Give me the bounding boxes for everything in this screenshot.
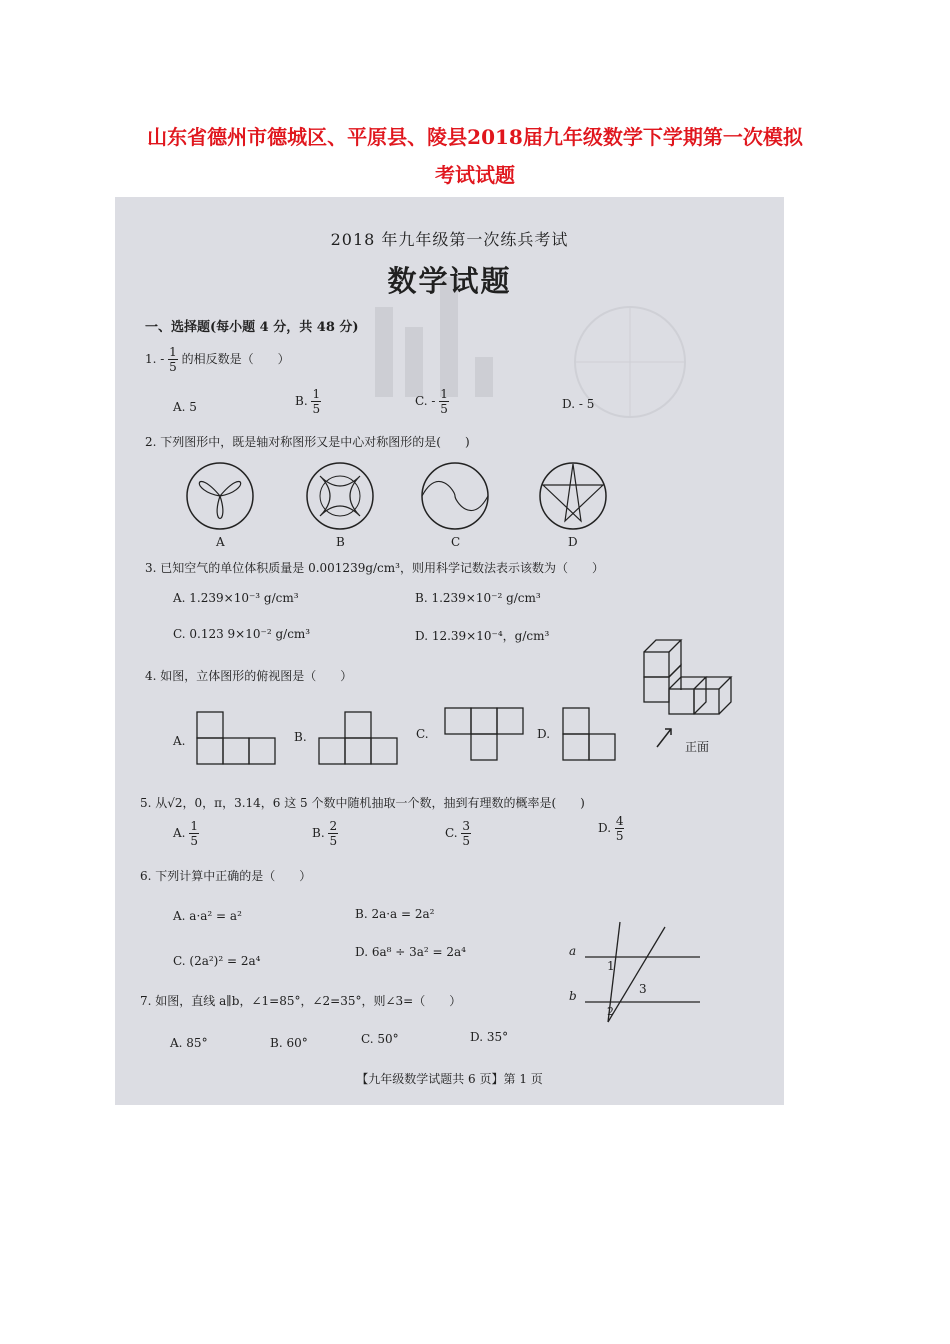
section-heading: 一、选择题(每小题 4 分，共 48 分) — [145, 320, 359, 335]
denominator: 5 — [440, 402, 448, 416]
question-number: 1. — [145, 352, 157, 366]
option-a — [173, 819, 199, 848]
option-d: D. 12.39×10⁻⁴，g/cm³ — [415, 629, 550, 643]
view-option-c — [443, 706, 525, 762]
numerator: 3 — [462, 819, 471, 833]
option-d: D. 6a⁸ ÷ 3a² = 2a⁴ — [355, 945, 466, 959]
symbol-b-icon — [305, 461, 375, 531]
symbol-d-icon — [538, 461, 608, 531]
numerator: 2 — [329, 819, 338, 833]
minus-sign: - — [160, 352, 165, 366]
figure-label-b: B — [336, 535, 345, 549]
angle-3-label: 3 — [639, 982, 647, 996]
option-a: A. 5 — [173, 400, 197, 414]
document-title-line1: 山东省德州市德城区、平原县、陵县2018届九年级数学下学期第一次模拟 — [147, 125, 803, 149]
page-footer: 【九年级数学试题共 6 页】第 1 页 — [356, 1072, 543, 1086]
option-b — [295, 387, 321, 416]
option-c — [415, 387, 449, 416]
line-b-label: b — [569, 989, 577, 1003]
option-label: A. — [173, 826, 186, 840]
figure-label-c: C — [451, 535, 461, 549]
option-a: A. 1.239×10⁻³ g/cm³ — [173, 591, 299, 605]
option-b: B. 60° — [270, 1036, 308, 1050]
symbol-a-icon — [185, 461, 255, 531]
option-label: C. - — [415, 394, 436, 408]
symbol-c-icon — [420, 461, 490, 531]
option-a: A. a·a² = a² — [173, 909, 242, 923]
fraction — [439, 387, 449, 416]
view-option-a — [195, 710, 277, 766]
option-d — [598, 814, 624, 843]
question-3: 3. 已知空气的单位体积质量是 0.001239g/cm³，则用科学记数法表示该数为（ ） — [145, 561, 604, 575]
exam-header: 2018 年九年级第一次练兵考试 — [330, 230, 569, 249]
numerator: 4 — [615, 814, 624, 828]
angle-1-label: 1 — [607, 959, 615, 973]
parallel-lines-figure — [570, 922, 710, 1022]
question-1 — [145, 345, 290, 374]
denominator: 5 — [169, 360, 177, 374]
option-d: D. — [537, 727, 551, 741]
figure-label-d: D — [568, 535, 578, 549]
view-option-d — [561, 706, 617, 762]
question-2: 2. 下列图形中，既是轴对称图形又是中心对称图形的是( ) — [145, 435, 470, 449]
option-label: B. — [312, 826, 325, 840]
denominator: 5 — [329, 834, 338, 848]
figure-label-a: A — [216, 535, 225, 549]
line-a-label: a — [569, 944, 577, 958]
front-label: 正面 — [685, 740, 710, 754]
denominator: 5 — [615, 829, 624, 843]
front-arrow-icon — [655, 725, 685, 755]
option-b: B. 2a·a = 2a² — [355, 907, 435, 921]
fraction — [189, 819, 199, 848]
option-d: D. - 5 — [562, 397, 595, 411]
option-c: C. (2a²)² = 2a⁴ — [173, 954, 261, 968]
option-c: C. — [416, 727, 429, 741]
question-7: 7. 如图，直线 a∥b，∠1=85°，∠2=35°，则∠3=（ ） — [140, 994, 462, 1008]
document-title — [60, 118, 890, 194]
denominator: 5 — [312, 402, 321, 416]
option-label: C. — [445, 826, 458, 840]
denominator: 5 — [462, 834, 471, 848]
question-6: 6. 下列计算中正确的是（ ） — [140, 869, 312, 883]
option-b: B. 1.239×10⁻² g/cm³ — [415, 591, 541, 605]
option-c — [445, 819, 471, 848]
numerator: 1 — [169, 345, 177, 359]
denominator: 5 — [190, 834, 198, 848]
question-text: 的相反数是（ ） — [181, 352, 290, 366]
scanned-exam-page — [115, 197, 784, 1105]
angle-2-label: 2 — [607, 1005, 614, 1018]
numerator: 1 — [440, 387, 448, 401]
fraction — [328, 819, 338, 848]
exam-subject-title: 数学试题 — [387, 264, 512, 298]
fraction — [168, 345, 178, 374]
option-c: C. 50° — [361, 1032, 399, 1046]
fraction — [311, 387, 321, 416]
option-b: B. — [294, 730, 307, 744]
option-c: C. 0.123 9×10⁻² g/cm³ — [173, 627, 311, 641]
cube-solid-figure — [642, 634, 762, 724]
numerator: 1 — [190, 819, 198, 833]
fraction — [615, 814, 625, 843]
option-a: A. 85° — [170, 1036, 208, 1050]
option-d: D. 35° — [470, 1030, 509, 1044]
option-label: B. — [295, 394, 308, 408]
fraction — [461, 819, 471, 848]
question-5: 5. 从√2，0，π，3.14，6 这 5 个数中随机抽取一个数，抽到有理数的概率是( ) — [140, 796, 585, 810]
option-label: D. — [598, 821, 612, 835]
option-a: A. — [173, 734, 186, 748]
option-b — [312, 819, 338, 848]
numerator: 1 — [312, 387, 321, 401]
view-option-b — [317, 710, 399, 766]
document-title-line2: 考试试题 — [435, 163, 515, 187]
question-4: 4. 如图，立体图形的俯视图是（ ） — [145, 669, 353, 683]
